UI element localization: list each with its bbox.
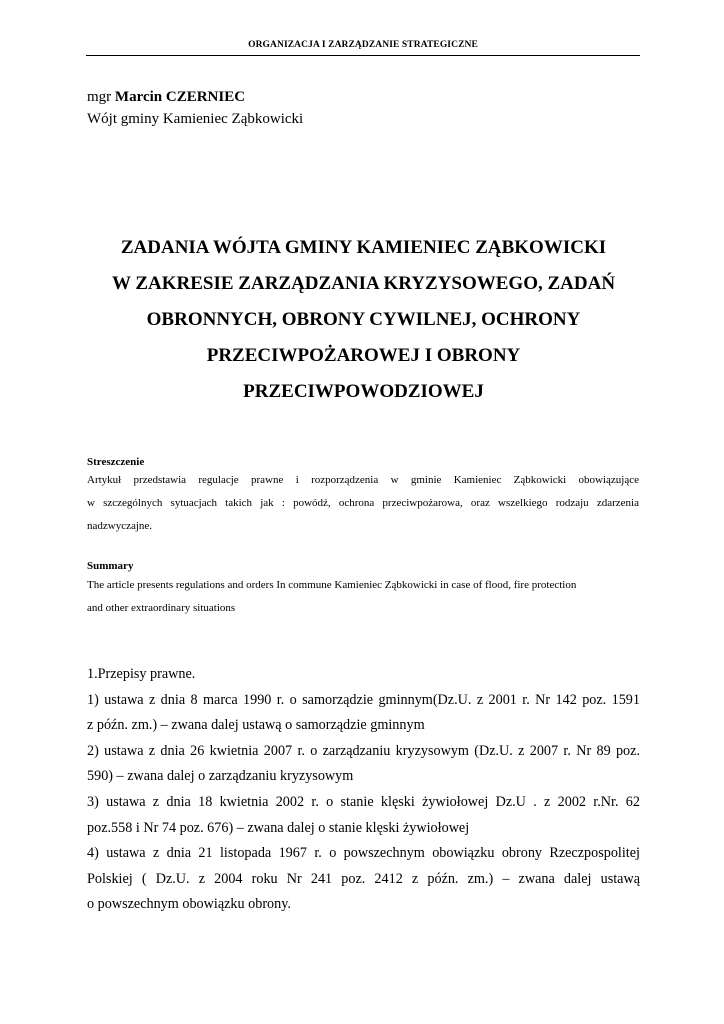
article-title — [87, 230, 640, 410]
body-line: 3) ustawa z dnia 18 kwietnia 2002 r. o stanie klęski żywiołowej Dz.U . z 2002 r.Nr. 62 — [87, 793, 640, 810]
body-line: Polskiej ( Dz.U. z 2004 roku Nr 241 poz. 2412 z późn. zm.) – zwana dalej ustawą — [87, 870, 640, 887]
title-line: ZADANIA WÓJTA GMINY KAMIENIEC ZĄBKOWICKI — [120, 237, 607, 258]
streszczenie-line: Artykuł przedstawia regulacje prawne i rozporządzenia w gminie Kamieniec Ząbkowicki obowiązujące — [87, 474, 639, 486]
header-rule — [86, 55, 640, 56]
title-line: OBRONNYCH, OBRONY CYWILNEJ, OCHRONY — [146, 309, 581, 330]
author-position: Wójt gminy Kamieniec Ząbkowicki — [87, 111, 304, 127]
streszczenie-line: w szczególnych sytuacjach takich jak : powódź, ochrona przeciwpożarowa, oraz wszelkiego rodzaju zdarzenia — [87, 497, 639, 509]
summary-text — [87, 574, 639, 620]
running-header: ORGANIZACJA I ZARZĄDZANIE STRATEGICZNE — [248, 40, 478, 50]
body-line: 4) ustawa z dnia 21 listopada 1967 r. o powszechnym obowiązku obrony Rzeczpospolitej — [87, 845, 640, 862]
title-line: W ZAKRESIE ZARZĄDZANIA KRYZYSOWEGO, ZADAŃ — [111, 273, 616, 294]
body-line: 590) – zwana dalej o zarządzaniu kryzysowym — [87, 768, 354, 785]
body-line: z późn. zm.) – zwana dalej ustawą o samorządzie gminnym — [87, 717, 425, 734]
legal-regulations-section — [87, 662, 640, 918]
author-line — [87, 86, 303, 108]
author-name: Marcin CZERNIEC — [114, 89, 246, 105]
author-block — [87, 86, 303, 130]
body-line: poz.558 i Nr 74 poz. 676) – zwana dalej o stanie klęski żywiołowej — [87, 819, 470, 836]
streszczenie-text — [87, 469, 639, 538]
section-heading: 1.Przepisy prawne. — [87, 666, 196, 682]
streszczenie-heading: Streszczenie — [87, 456, 145, 468]
author-prefix: mgr — [87, 89, 115, 105]
summary-line: The article presents regulations and orders In commune Kamieniec Ząbkowicki in case of flood, fire protection — [87, 579, 577, 591]
body-line: o powszechnym obowiązku obrony. — [87, 896, 291, 913]
body-line: 2) ustawa z dnia 26 kwietnia 2007 r. o zarządzaniu kryzysowym (Dz.U. z 2007 r. Nr 89 poz. — [87, 742, 640, 759]
title-line: PRZECIWPOWODZIOWEJ — [243, 381, 484, 402]
summary-heading: Summary — [87, 560, 134, 572]
streszczenie-line: nadzwyczajne. — [87, 520, 153, 532]
summary-line: and other extraordinary situations — [87, 602, 236, 614]
title-line: PRZECIWPOŻAROWEJ I OBRONY — [206, 345, 521, 366]
body-line: 1) ustawa z dnia 8 marca 1990 r. o samorządzie gminnym(Dz.U. z 2001 r. Nr 142 poz. 1591 — [87, 691, 640, 708]
